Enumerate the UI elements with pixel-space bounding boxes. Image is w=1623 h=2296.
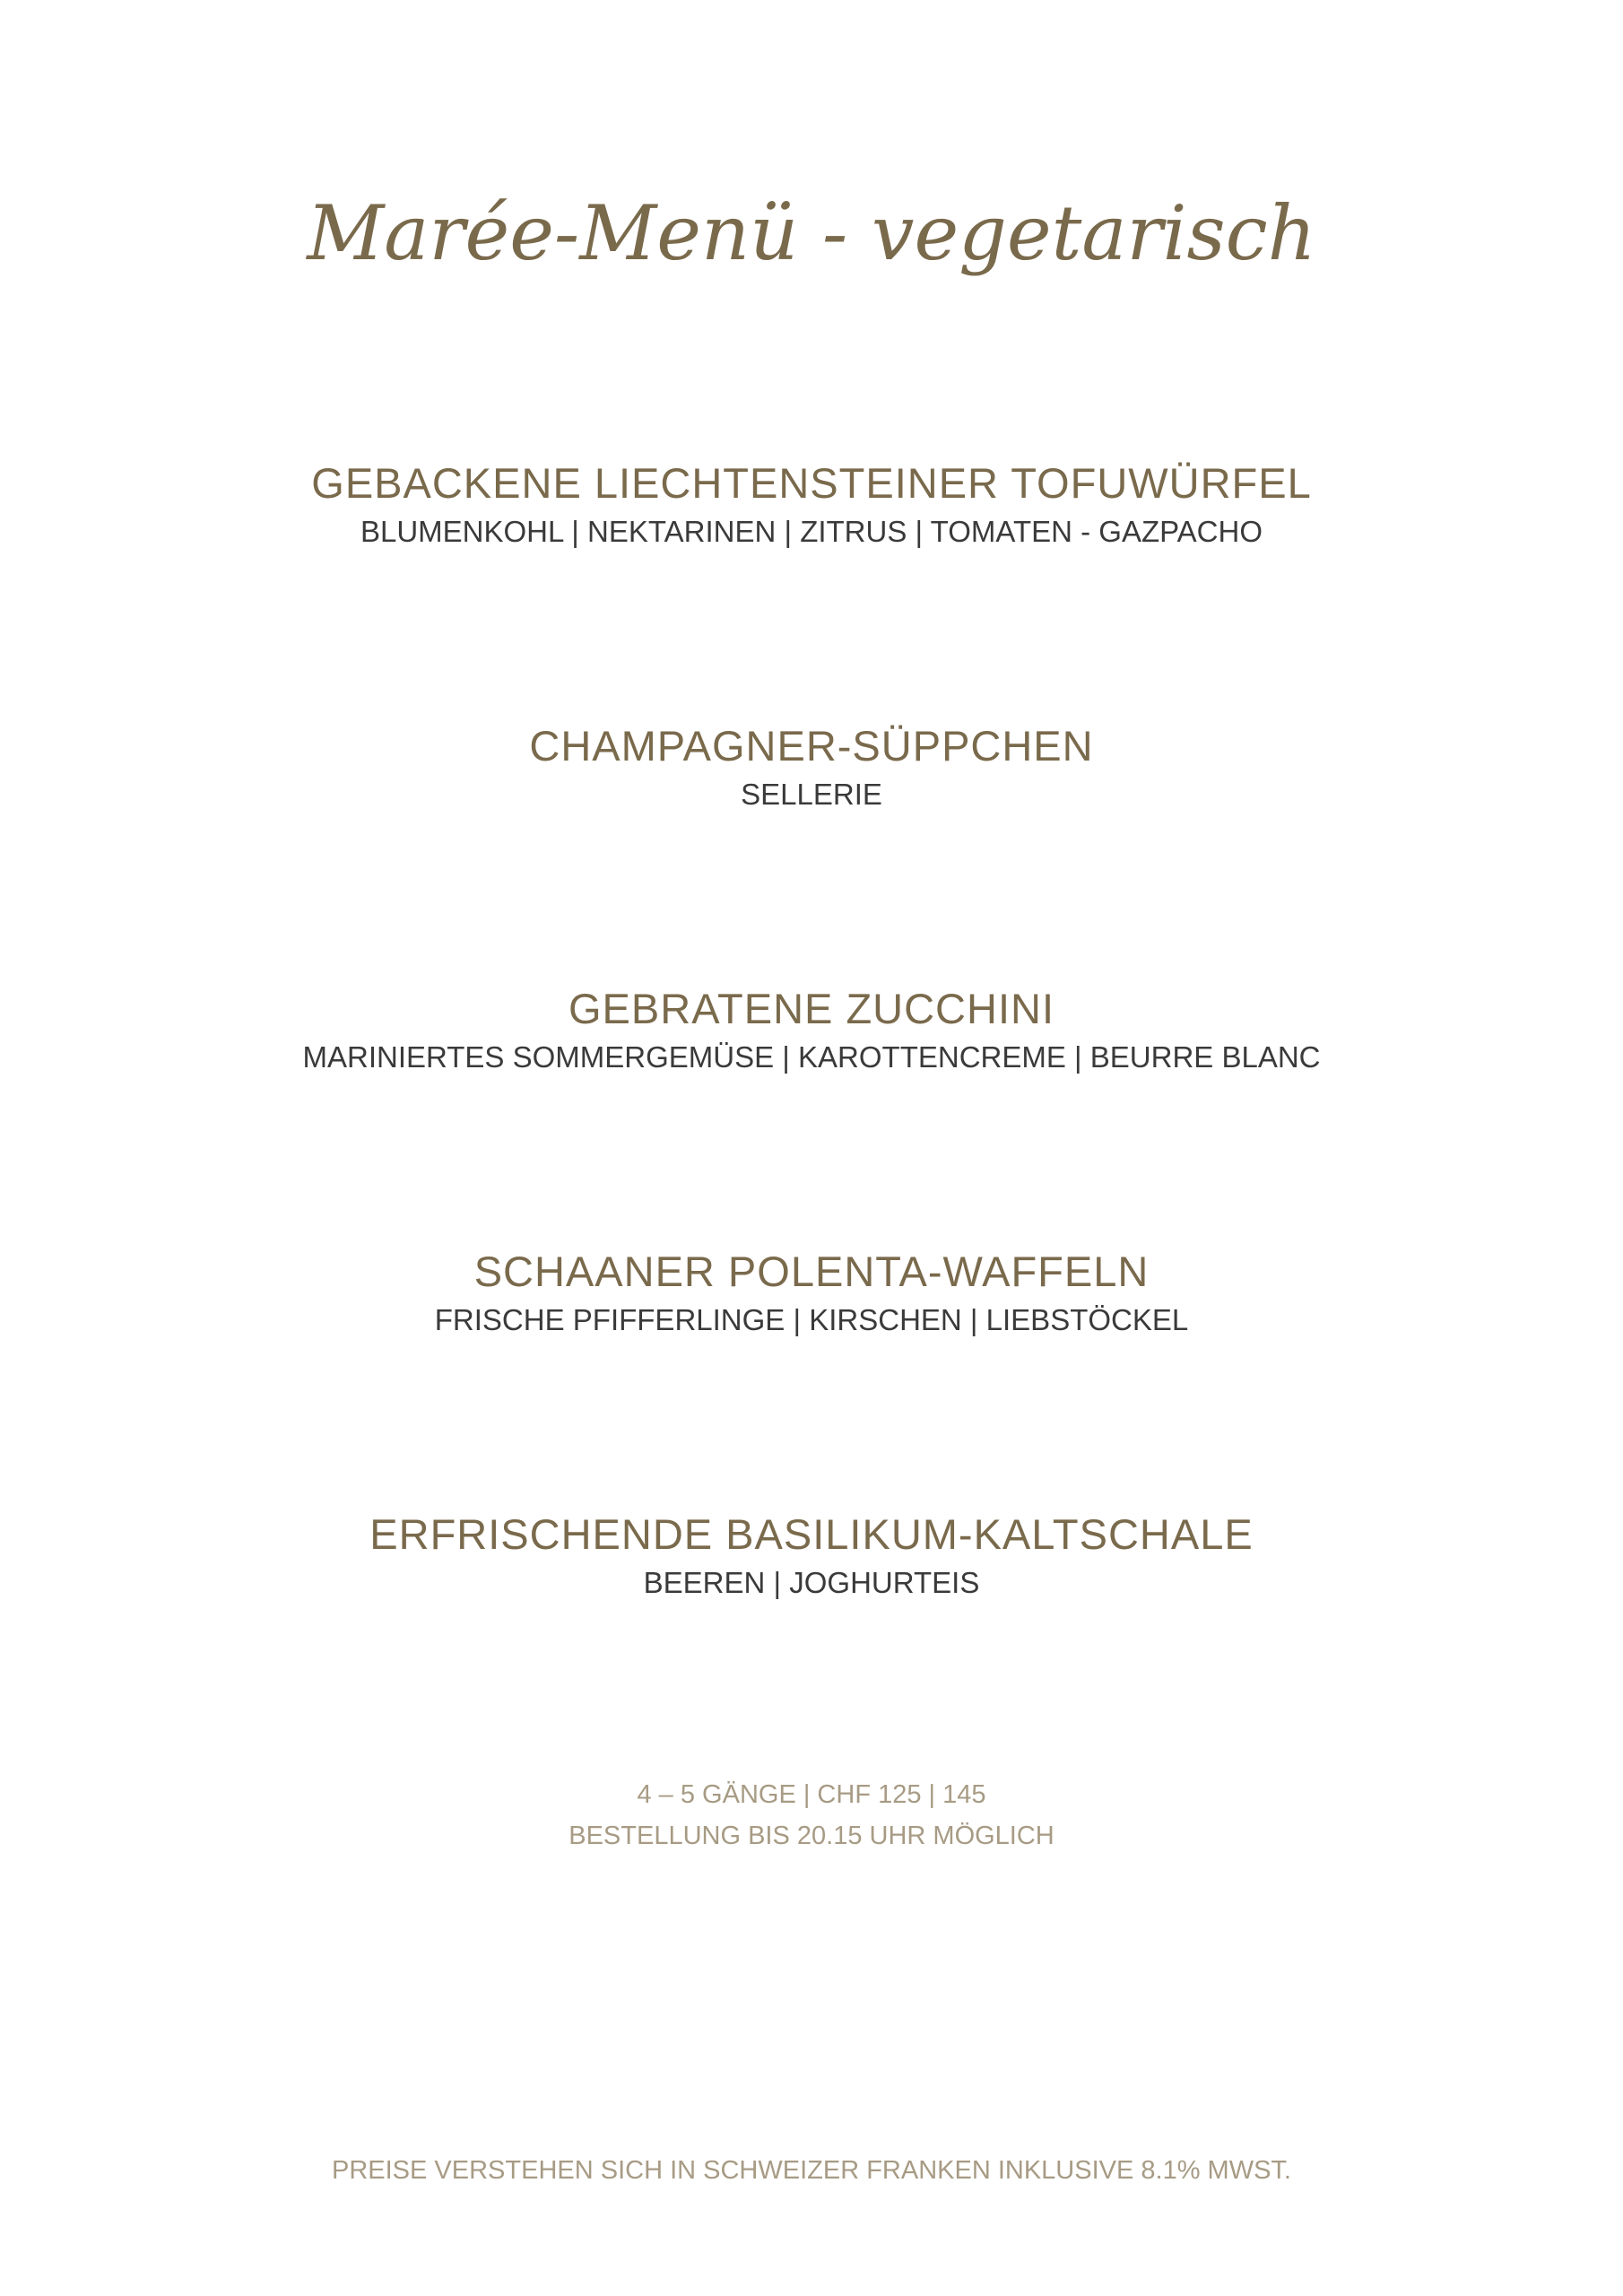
tax-footer-note: PREISE VERSTEHEN SICH IN SCHWEIZER FRANKEN INKLUSIVE 8.1% MWST. (332, 2156, 1291, 2185)
course-name: CHAMPAGNER-SÜPPCHEN (529, 722, 1094, 770)
course-name: GEBRATENE ZUCCHINI (568, 985, 1055, 1032)
course-description: SELLERIE (741, 778, 882, 811)
course-description: FRISCHE PFIFFERLINGE | KIRSCHEN | LIEBSTÖCKEL (434, 1303, 1189, 1336)
course-description: BEEREN | JOGHURTEIS (643, 1566, 980, 1599)
course-description: MARINIERTES SOMMERGEMÜSE | KAROTTENCREME | BEURRE BLANC (302, 1040, 1321, 1074)
course-name: ERFRISCHENDE BASILIKUM-KALTSCHALE (369, 1510, 1254, 1558)
course-name: SCHAANER POLENTA-WAFFELN (473, 1248, 1150, 1295)
course-description: BLUMENKOHL | NEKTARINEN | ZITRUS | TOMATEN - GAZPACHO (360, 515, 1263, 548)
pricing-text: 4 – 5 GÄNGE | CHF 125 | 145 (637, 1780, 986, 1809)
course-item (0, 720, 1623, 813)
course-name: GEBACKENE LIECHTENSTEINER TOFUWÜRFEL (311, 459, 1312, 507)
course-item (0, 1509, 1623, 1602)
course-item (0, 457, 1623, 551)
menu-info (0, 1774, 1623, 1857)
course-item (0, 983, 1623, 1076)
menu-title: Marée-Menü - vegetarisch (307, 189, 1316, 277)
order-note: BESTELLUNG BIS 20.15 UHR MÖGLICH (568, 1822, 1055, 1850)
course-item (0, 1246, 1623, 1339)
